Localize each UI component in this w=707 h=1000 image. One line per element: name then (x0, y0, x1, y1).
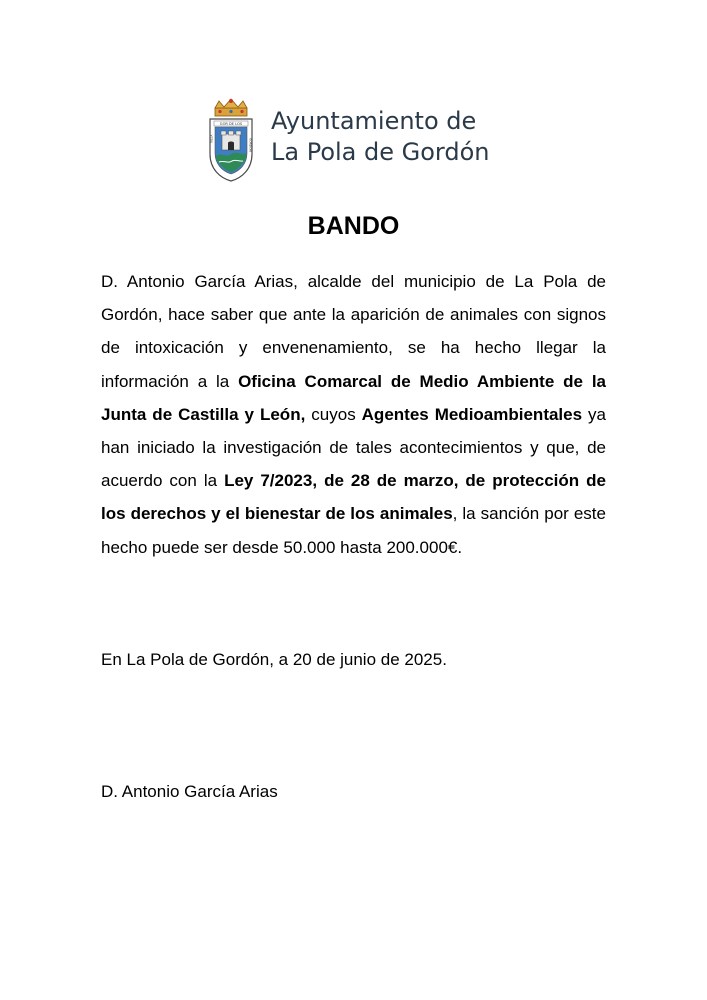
body-text-segment: , la sanción por este hecho puede ser desde 50.000 hasta 200.000€. (101, 504, 606, 557)
body-bold-law: Ley 7/2023, de 28 de marzo, de protección de los derechos y el bienestar de los animales (101, 471, 606, 524)
proclamation-body (101, 265, 606, 564)
body-text-segment: ya han iniciado la investigación de tales acontecimientos y que, de acuerdo con la (101, 404, 606, 491)
body-text-segment: cuyos (305, 404, 362, 424)
logo-line-2: La Pola de Gordón (271, 138, 490, 166)
body-bold-agents: Agentes Medioambientales (361, 404, 583, 424)
svg-text:GOR DE LOS: GOR DE LOS (219, 122, 243, 127)
municipality-logo (206, 98, 526, 184)
body-text-segment: D. Antonio García Arias, alcalde del municipio de La Pola de Gordón, hace saber que ante la aparición de animales con signos de intoxicación y envenenamiento, se ha hecho llegar la información a la (101, 272, 606, 391)
signature-name: D. Antonio García Arias (101, 782, 278, 801)
coat-of-arms-icon (206, 98, 256, 182)
document-title: BANDO (307, 212, 400, 240)
place-and-date: En La Pola de Gordón, a 20 de junio de 2025. (101, 650, 447, 669)
body-bold-office: Oficina Comarcal de Medio Ambiente de la Junta de Castilla y León, (101, 371, 606, 424)
municipality-name (271, 106, 490, 168)
logo-line-1: Ayuntamiento de (271, 107, 477, 135)
svg-text:VILLA: VILLA (209, 134, 214, 143)
svg-text:GORDON: GORDON (248, 138, 253, 152)
